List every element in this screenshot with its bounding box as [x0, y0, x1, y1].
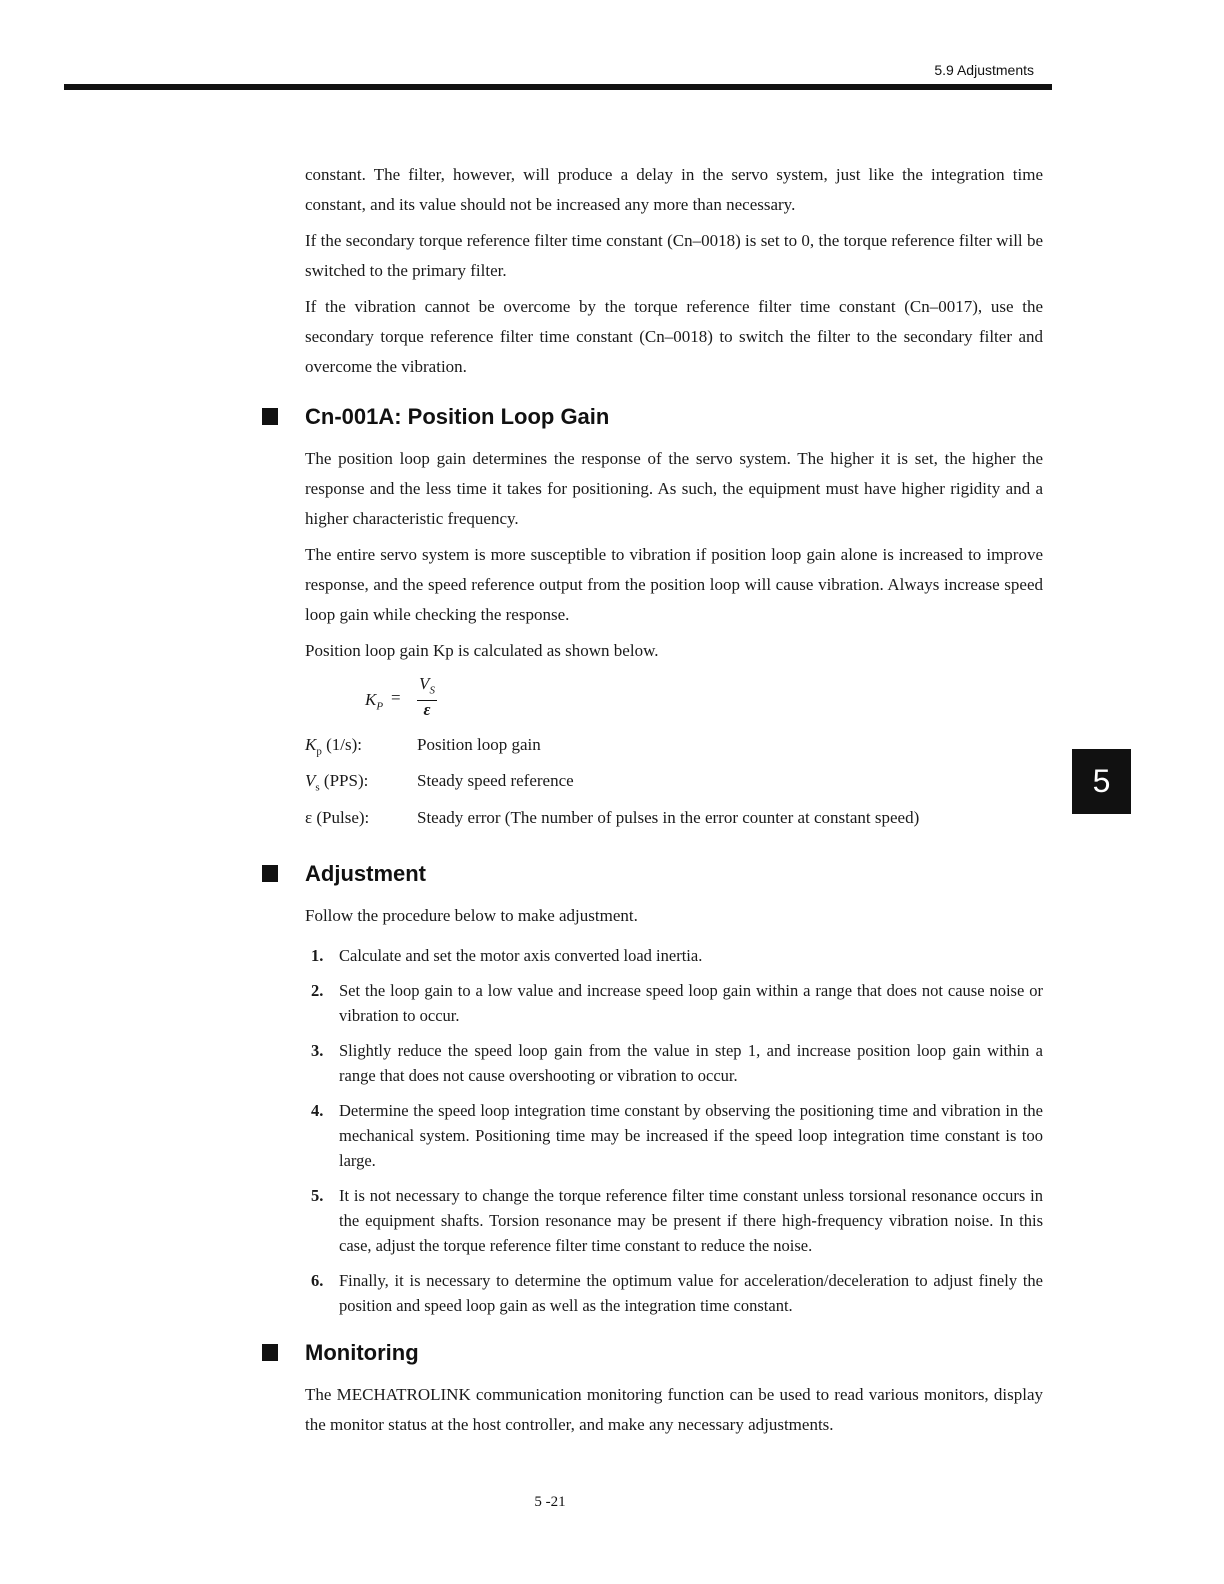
definition-term: $V_s$ (PPS):	[305, 771, 369, 794]
section-title: Monitoring	[305, 1340, 419, 1366]
intro-paragraph-3: If the vibration cannot be overcome by the torque reference filter time constant (Cn–0017), use the secondary torque reference filter time constant (Cn–0018) to switch the filter to the secondary filter and overcome the vibration.	[305, 297, 1043, 376]
definition-meaning: Position loop gain	[417, 735, 541, 754]
intro-paragraph-2: If the secondary torque reference filter time constant (Cn–0018) is set to 0, the torque reference filter will be switched to the primary filter.	[305, 231, 1043, 280]
section-bullet-icon	[262, 865, 278, 882]
chapter-tab: 5	[1072, 749, 1131, 814]
adjustment-steps	[305, 943, 1043, 1318]
formula-fraction	[417, 674, 437, 719]
definition-term: ε (Pulse):	[305, 807, 370, 827]
intro-paragraph-1: constant. The filter, however, will produce a delay in the servo system, just like the integration time constant, and its value should not be increased any more than necessary.	[305, 165, 1043, 214]
section-title: Adjustment	[305, 861, 426, 887]
list-item: 6. Finally, it is necessary to determine the optimum value for acceleration/deceleration to adjust finely the position and speed loop gain as well as the integration time constant.	[311, 1271, 1043, 1316]
formula-denominator: ε	[423, 700, 431, 720]
page-number: 5 -21	[534, 1494, 566, 1510]
section-title: Cn-001A: Position Loop Gain	[305, 404, 610, 429]
section-position-loop-gain	[305, 400, 1043, 434]
section-bullet-icon	[262, 408, 278, 425]
list-item: 3. Slightly reduce the speed loop gain from the value in step 1, and increase position loop gain within a range that does not cause overshooting or vibration to occur.	[311, 1041, 1043, 1086]
kp-formula	[305, 674, 1043, 724]
position-loop-paragraph-1: The position loop gain determines the response of the servo system. The higher it is set, the higher the response and the less time it takes for positioning. As such, the equipment must have higher rigidity and a higher characteristic frequency.	[305, 449, 1043, 528]
symbol-definitions	[305, 730, 1043, 839]
definition-row	[305, 766, 1043, 802]
definition-row	[305, 803, 1043, 839]
monitoring-paragraph: The MECHATROLINK communication monitoring function can be used to read various monitors, display the monitor status at the host controller, and make any necessary adjustments.	[305, 1385, 1043, 1435]
list-item: 1. Calculate and set the motor axis converted load inertia.	[311, 946, 703, 966]
formula-numerator: $V_S$	[419, 674, 435, 697]
page-content	[305, 160, 1043, 1446]
formula-equals: =	[391, 688, 401, 707]
list-item: 4. Determine the speed loop integration time constant by observing the positioning time and vibration in the mechanical system. Positioning time may be increased if the speed loop integration time constant is too large.	[311, 1101, 1043, 1171]
adjustment-intro: Follow the procedure below to make adjustment.	[305, 906, 638, 926]
section-bullet-icon	[262, 1344, 278, 1361]
definition-meaning: Steady error (The number of pulses in the error counter at constant speed)	[417, 807, 920, 827]
section-adjustment	[305, 857, 1043, 891]
definition-row	[305, 730, 1043, 766]
definition-term: $K_p$ (1/s):	[305, 735, 362, 758]
definition-meaning: Steady speed reference	[417, 771, 574, 791]
formula-lhs: $K_P$	[365, 690, 384, 713]
position-loop-paragraph-3: Position loop gain Kp is calculated as shown below.	[305, 641, 659, 660]
running-header: 5.9 Adjustments	[934, 62, 1034, 78]
section-monitoring	[305, 1336, 1043, 1370]
header-rule	[64, 84, 1052, 90]
list-item: 2. Set the loop gain to a low value and increase speed loop gain within a range that does not cause noise or vibration to occur.	[311, 981, 1043, 1026]
position-loop-paragraph-2: The entire servo system is more susceptible to vibration if position loop gain alone is increased to improve response, and the speed reference output from the position loop will cause vibration. Always increase speed loop gain while checking the response.	[305, 545, 1043, 624]
list-item: 5. It is not necessary to change the torque reference filter time constant unless torsional resonance occurs in the equipment shafts. Torsion resonance may be present if there high-frequency vibration noise. In this case, adjust the torque reference filter time constant to reduce the noise.	[311, 1186, 1043, 1256]
